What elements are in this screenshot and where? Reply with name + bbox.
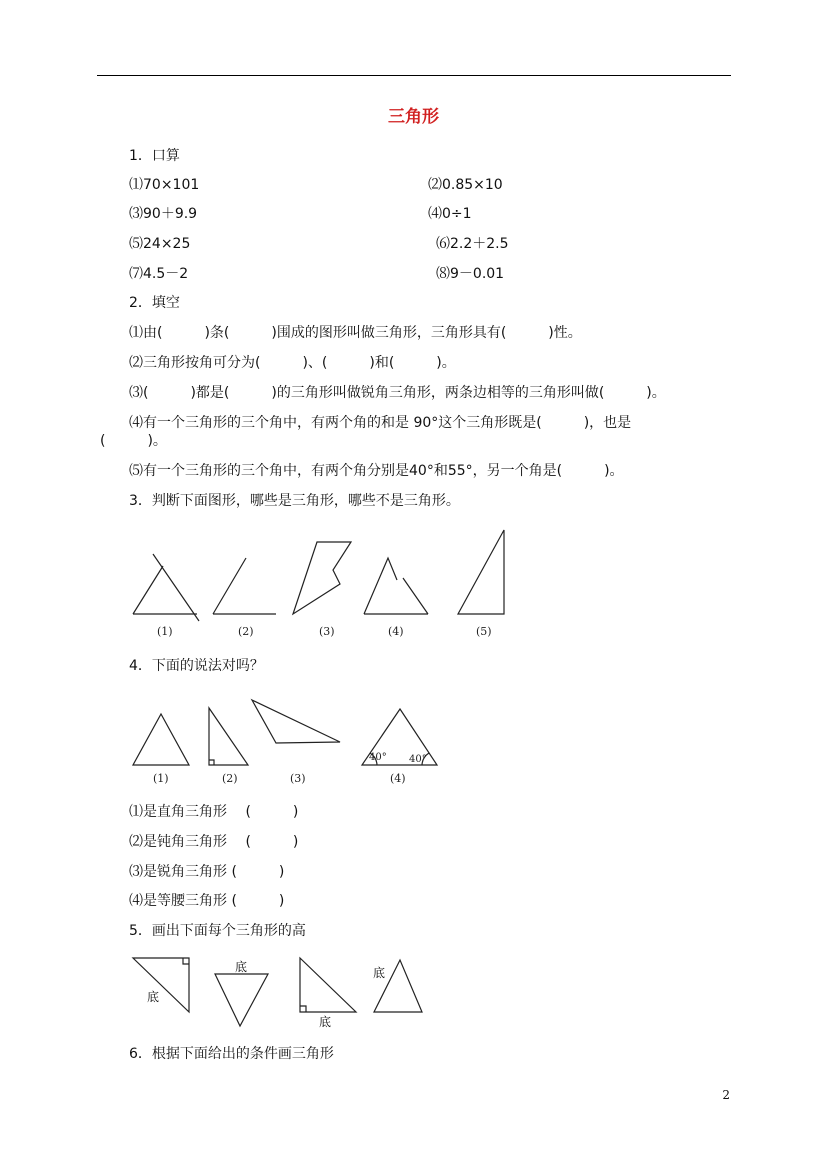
q2-heading: 2．填空	[129, 295, 180, 311]
q1-item-6: ⑹2.2＋2.5	[436, 236, 509, 252]
q4-label-3: (3)	[290, 772, 306, 785]
q2-item-4: ⑷有一个三角形的三个角中，有两个角的和是 90°这个三角形既是( )，也是	[129, 415, 632, 431]
q4-angle-label-right: 40°	[409, 754, 427, 765]
q1-item-5: ⑸24×25	[129, 236, 191, 252]
q2-item-3: ⑶( )都是( )的三角形叫做锐角三角形，两条边相等的三角形叫做( )。	[129, 385, 666, 401]
q5-heading: 5．画出下面每个三角形的高	[129, 923, 306, 939]
q5-triangle-3	[300, 958, 356, 1012]
q3-figures	[0, 520, 827, 640]
q4-statement-4: ⑷是等腰三角形 ( )	[129, 893, 285, 909]
q4-statement-2: ⑵是钝角三角形 ( )	[129, 834, 299, 850]
q4-heading: 4．下面的说法对吗？	[129, 658, 264, 674]
q3-label-3: (3)	[319, 625, 335, 638]
q3-shape-3	[293, 542, 351, 614]
q1-item-2: ⑵0.85×10	[428, 177, 503, 193]
q3-heading: 3．判断下面图形，哪些是三角形，哪些不是三角形。	[129, 493, 460, 509]
q5-base-label-1: 底	[147, 990, 160, 1004]
header-rule	[97, 75, 731, 76]
q4-triangle-1	[133, 714, 189, 765]
q1-item-8: ⑻9－0.01	[436, 266, 505, 282]
q3-label-4: (4)	[388, 625, 404, 638]
q4-triangle-3	[252, 700, 340, 743]
q1-item-1: ⑴70×101	[129, 177, 200, 193]
q4-statement-3: ⑶是锐角三角形 ( )	[129, 864, 285, 880]
q4-figures	[0, 690, 827, 780]
q4-label-2: (2)	[222, 772, 238, 785]
q4-right-angle-mark	[209, 760, 214, 765]
q2-item-5: ⑸有一个三角形的三个角中，有两个角分别是40°和55°，另一个角是( )。	[129, 463, 624, 479]
q3-label-1: (1)	[157, 625, 173, 638]
q1-item-4: ⑷0÷1	[428, 206, 472, 222]
q4-label-4: (4)	[390, 772, 406, 785]
page-number: 2	[722, 1088, 730, 1102]
q4-label-1: (1)	[153, 772, 169, 785]
q3-shape-2	[213, 558, 276, 614]
q5-right-angle-3	[300, 1006, 306, 1012]
q5-base-label-3: 底	[319, 1015, 332, 1029]
q5-triangle-1	[133, 958, 189, 1012]
q3-shape-5	[458, 530, 504, 614]
q5-triangle-2	[215, 974, 268, 1026]
q2-item-1: ⑴由( )条( )围成的图形叫做三角形，三角形具有( )性。	[129, 325, 582, 341]
q2-item-2: ⑵三角形按角可分为( )、( )和( )。	[129, 355, 456, 371]
q3-label-5: (5)	[476, 625, 492, 638]
q3-shape-4	[364, 558, 428, 614]
q5-right-angle-1	[183, 958, 189, 964]
q3-shape-1	[133, 554, 199, 621]
page-title: 三角形	[388, 107, 439, 127]
q3-label-2: (2)	[238, 625, 254, 638]
q4-angle-label-left: 40°	[369, 752, 387, 763]
q4-statement-1: ⑴是直角三角形 ( )	[129, 804, 299, 820]
q4-triangle-2	[209, 708, 248, 765]
q5-base-label-4: 底	[373, 966, 386, 980]
q1-item-7: ⑺4.5－2	[129, 266, 189, 282]
q1-item-3: ⑶90＋9.9	[129, 206, 198, 222]
q5-base-label-2: 底	[235, 960, 248, 974]
q1-heading: 1．口算	[129, 148, 180, 164]
q2-item-4-cont: ( )。	[100, 433, 167, 449]
q5-figures	[0, 950, 827, 1040]
q6-heading: 6．根据下面给出的条件画三角形	[129, 1046, 334, 1062]
